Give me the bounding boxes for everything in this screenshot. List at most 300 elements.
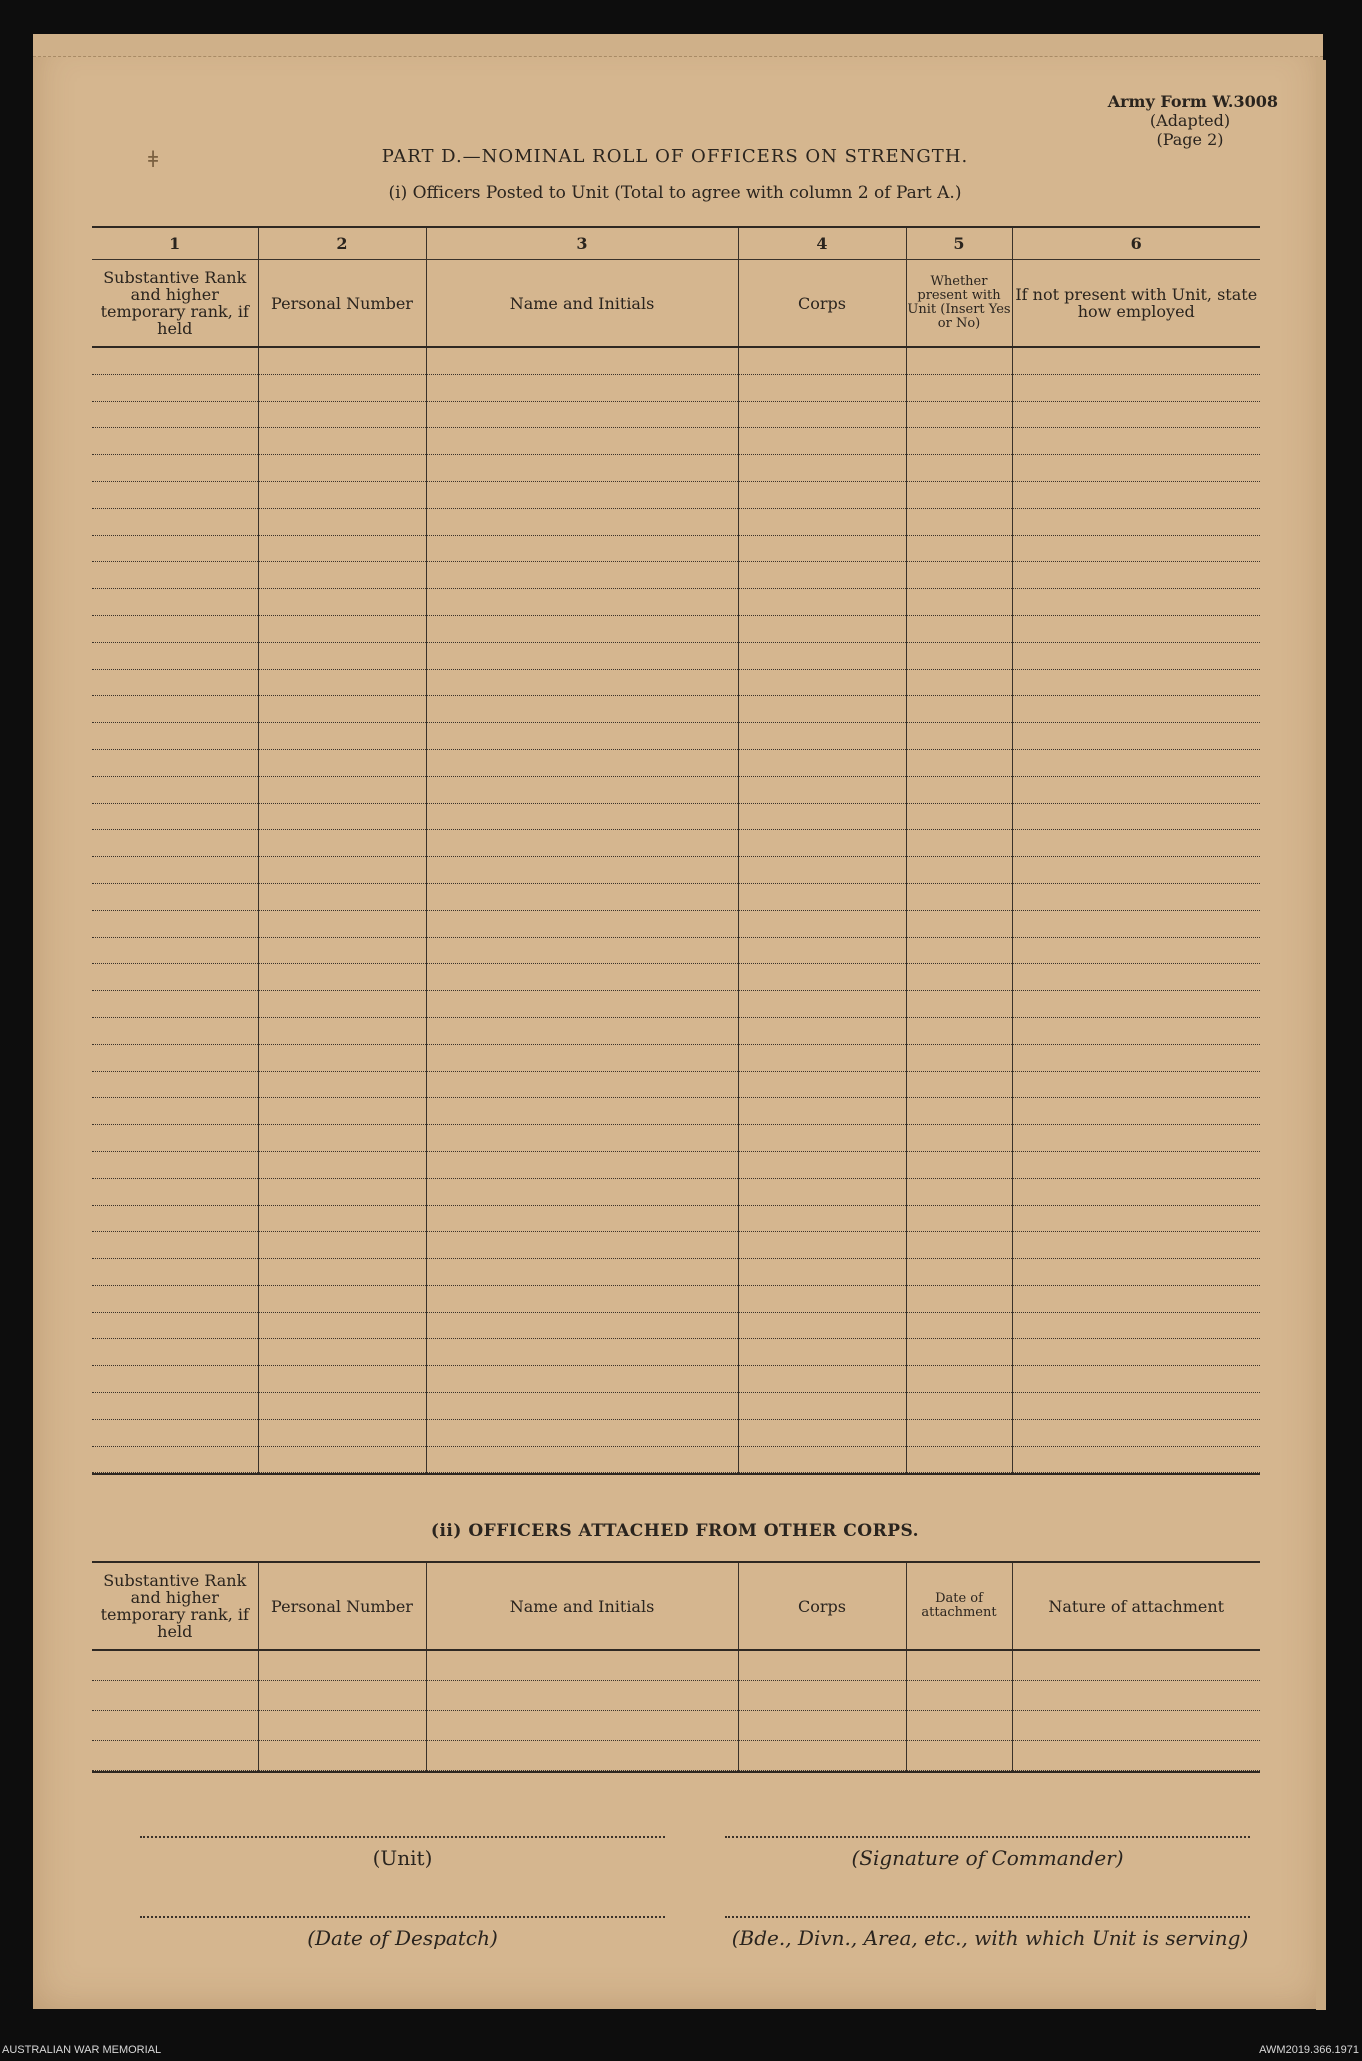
table-cell[interactable] xyxy=(426,1125,738,1152)
table-row xyxy=(92,401,1260,428)
form-number: Army Form W.3008 xyxy=(1107,92,1278,111)
table-cell[interactable] xyxy=(906,1232,1012,1259)
table-cell[interactable] xyxy=(906,1393,1012,1420)
table-cell[interactable] xyxy=(738,428,906,455)
table-cell[interactable] xyxy=(258,535,426,562)
table-cell[interactable] xyxy=(92,1285,258,1312)
table-cell[interactable] xyxy=(426,1178,738,1205)
table-cell[interactable] xyxy=(1012,1312,1260,1339)
table-cell[interactable] xyxy=(258,1205,426,1232)
table-cell[interactable] xyxy=(92,1446,258,1473)
table-cell[interactable] xyxy=(738,642,906,669)
table-row xyxy=(92,1098,1260,1125)
table-cell[interactable] xyxy=(426,374,738,401)
table-cell[interactable] xyxy=(738,562,906,589)
table-cell[interactable] xyxy=(92,1125,258,1152)
table-cell[interactable] xyxy=(92,1044,258,1071)
table-cell[interactable] xyxy=(1012,1259,1260,1286)
table-cell[interactable] xyxy=(258,1044,426,1071)
table-cell[interactable] xyxy=(906,723,1012,750)
table-cell[interactable] xyxy=(426,589,738,616)
table-cell[interactable] xyxy=(906,830,1012,857)
table-cell[interactable] xyxy=(258,1017,426,1044)
table-cell[interactable] xyxy=(426,642,738,669)
table-cell[interactable] xyxy=(1012,562,1260,589)
table-cell[interactable] xyxy=(1012,428,1260,455)
table-cell[interactable] xyxy=(258,1232,426,1259)
table-cell[interactable] xyxy=(906,1446,1012,1473)
table-cell[interactable] xyxy=(738,723,906,750)
table-cell[interactable] xyxy=(92,803,258,830)
table-cell[interactable] xyxy=(92,723,258,750)
section1-title: (i) Officers Posted to Unit (Total to agree with column 2 of Part A.) xyxy=(388,183,962,203)
table-cell[interactable] xyxy=(1012,723,1260,750)
table-cell[interactable] xyxy=(1012,1017,1260,1044)
table-cell[interactable] xyxy=(906,910,1012,937)
table-cell[interactable] xyxy=(738,1151,906,1178)
table-cell[interactable] xyxy=(906,776,1012,803)
table-cell[interactable] xyxy=(426,1711,738,1741)
table-cell[interactable] xyxy=(92,776,258,803)
table-cell[interactable] xyxy=(738,1125,906,1152)
table-cell[interactable] xyxy=(258,1393,426,1420)
date-line[interactable] xyxy=(140,1916,665,1918)
table-cell[interactable] xyxy=(426,428,738,455)
table-cell[interactable] xyxy=(738,589,906,616)
table-cell[interactable] xyxy=(92,1017,258,1044)
table-cell[interactable] xyxy=(1012,1681,1260,1711)
table-cell[interactable] xyxy=(426,1232,738,1259)
bde-line[interactable] xyxy=(725,1916,1250,1918)
table-cell[interactable] xyxy=(906,374,1012,401)
table-row xyxy=(92,455,1260,482)
table-cell[interactable] xyxy=(738,803,906,830)
table-cell[interactable] xyxy=(258,428,426,455)
header-nature-attachment: Nature of attachment xyxy=(1012,1563,1260,1650)
table-cell[interactable] xyxy=(258,562,426,589)
table-cell[interactable] xyxy=(1012,374,1260,401)
table-cell[interactable] xyxy=(92,1178,258,1205)
table-cell[interactable] xyxy=(258,1366,426,1393)
officers-posted-table xyxy=(92,226,1260,1475)
table-cell[interactable] xyxy=(426,1071,738,1098)
table-cell[interactable] xyxy=(92,883,258,910)
table-cell[interactable] xyxy=(738,347,906,374)
table-cell[interactable] xyxy=(258,749,426,776)
table-cell[interactable] xyxy=(92,1098,258,1125)
table-cell[interactable] xyxy=(906,1741,1012,1771)
table-cell[interactable] xyxy=(258,1419,426,1446)
table-row xyxy=(92,1366,1260,1393)
table-cell[interactable] xyxy=(738,1711,906,1741)
table-cell[interactable] xyxy=(738,1178,906,1205)
table-cell[interactable] xyxy=(1012,749,1260,776)
table-cell[interactable] xyxy=(426,1017,738,1044)
table-cell[interactable] xyxy=(426,615,738,642)
table-cell[interactable] xyxy=(738,1446,906,1473)
table-cell[interactable] xyxy=(426,347,738,374)
table-cell[interactable] xyxy=(1012,1339,1260,1366)
table-cell[interactable] xyxy=(906,1125,1012,1152)
table-cell[interactable] xyxy=(426,401,738,428)
table-cell[interactable] xyxy=(258,830,426,857)
table-cell[interactable] xyxy=(738,1419,906,1446)
table-cell[interactable] xyxy=(906,803,1012,830)
column-number-row xyxy=(92,228,1260,260)
table-cell[interactable] xyxy=(258,937,426,964)
table-cell[interactable] xyxy=(92,589,258,616)
table-cell[interactable] xyxy=(426,481,738,508)
table-cell[interactable] xyxy=(426,696,738,723)
table-cell[interactable] xyxy=(92,1681,258,1711)
table-cell[interactable] xyxy=(738,1393,906,1420)
table-cell[interactable] xyxy=(258,696,426,723)
table-cell[interactable] xyxy=(92,374,258,401)
table-cell[interactable] xyxy=(1012,910,1260,937)
table-cell[interactable] xyxy=(92,910,258,937)
table-cell[interactable] xyxy=(258,508,426,535)
table-cell[interactable] xyxy=(258,1071,426,1098)
table-cell[interactable] xyxy=(1012,1419,1260,1446)
table-cell[interactable] xyxy=(1012,535,1260,562)
table-cell[interactable] xyxy=(738,669,906,696)
header-name: Name and Initials xyxy=(426,260,738,348)
table-cell[interactable] xyxy=(258,857,426,884)
header-personal-number: Personal Number xyxy=(258,1563,426,1650)
table-cell[interactable] xyxy=(1012,589,1260,616)
table-cell[interactable] xyxy=(906,347,1012,374)
table-cell[interactable] xyxy=(426,535,738,562)
table-cell[interactable] xyxy=(1012,883,1260,910)
table-cell[interactable] xyxy=(1012,1285,1260,1312)
table-cell[interactable] xyxy=(1012,991,1260,1018)
table-cell[interactable] xyxy=(738,1259,906,1286)
table-cell[interactable] xyxy=(738,1366,906,1393)
table-cell[interactable] xyxy=(738,964,906,991)
table-cell[interactable] xyxy=(1012,830,1260,857)
table-cell[interactable] xyxy=(1012,1151,1260,1178)
table-cell[interactable] xyxy=(906,401,1012,428)
table-cell[interactable] xyxy=(906,964,1012,991)
table-cell[interactable] xyxy=(92,347,258,374)
table-cell[interactable] xyxy=(906,1650,1012,1681)
table-cell[interactable] xyxy=(92,455,258,482)
table-cell[interactable] xyxy=(1012,1650,1260,1681)
table-cell[interactable] xyxy=(1012,615,1260,642)
table-cell[interactable] xyxy=(1012,401,1260,428)
table-cell[interactable] xyxy=(738,1098,906,1125)
table-cell[interactable] xyxy=(906,1711,1012,1741)
table-cell[interactable] xyxy=(1012,1366,1260,1393)
signature-line[interactable] xyxy=(725,1836,1250,1838)
table-cell[interactable] xyxy=(258,1259,426,1286)
table-cell[interactable] xyxy=(906,749,1012,776)
table-cell[interactable] xyxy=(426,1446,738,1473)
table-cell[interactable] xyxy=(258,481,426,508)
table-cell[interactable] xyxy=(92,1419,258,1446)
table-cell[interactable] xyxy=(426,562,738,589)
table-cell[interactable] xyxy=(1012,803,1260,830)
table-cell[interactable] xyxy=(1012,1711,1260,1741)
table-cell[interactable] xyxy=(258,1098,426,1125)
table-cell[interactable] xyxy=(258,1312,426,1339)
table-cell[interactable] xyxy=(738,857,906,884)
table-cell[interactable] xyxy=(738,1339,906,1366)
table-cell[interactable] xyxy=(738,508,906,535)
table-cell[interactable] xyxy=(426,883,738,910)
table-cell[interactable] xyxy=(1012,1205,1260,1232)
table-cell[interactable] xyxy=(258,723,426,750)
table-cell[interactable] xyxy=(92,1711,258,1741)
table-cell[interactable] xyxy=(906,1366,1012,1393)
table-cell[interactable] xyxy=(1012,1098,1260,1125)
table-cell[interactable] xyxy=(906,937,1012,964)
table-cell[interactable] xyxy=(906,481,1012,508)
table-cell[interactable] xyxy=(426,1393,738,1420)
table-cell[interactable] xyxy=(738,1285,906,1312)
table-cell[interactable] xyxy=(1012,964,1260,991)
table-cell[interactable] xyxy=(906,1017,1012,1044)
table-cell[interactable] xyxy=(258,401,426,428)
table-cell[interactable] xyxy=(906,1098,1012,1125)
table-cell[interactable] xyxy=(426,1339,738,1366)
table-cell[interactable] xyxy=(92,1393,258,1420)
table-cell[interactable] xyxy=(258,1741,426,1771)
table-cell[interactable] xyxy=(1012,1232,1260,1259)
table-cell[interactable] xyxy=(258,1151,426,1178)
table-cell[interactable] xyxy=(258,455,426,482)
table-cell[interactable] xyxy=(1012,455,1260,482)
table-cell[interactable] xyxy=(906,455,1012,482)
table-cell[interactable] xyxy=(258,374,426,401)
table-cell[interactable] xyxy=(1012,857,1260,884)
table-cell[interactable] xyxy=(426,1044,738,1071)
table-cell[interactable] xyxy=(258,1285,426,1312)
table-cell[interactable] xyxy=(906,1259,1012,1286)
table-cell[interactable] xyxy=(906,1151,1012,1178)
table-cell[interactable] xyxy=(426,1205,738,1232)
table-cell[interactable] xyxy=(258,1650,426,1681)
table-cell[interactable] xyxy=(426,830,738,857)
table-cell[interactable] xyxy=(426,803,738,830)
table-cell[interactable] xyxy=(1012,1741,1260,1771)
table-cell[interactable] xyxy=(906,669,1012,696)
table-cell[interactable] xyxy=(426,1285,738,1312)
table-cell[interactable] xyxy=(258,669,426,696)
page-title: PART D.—NOMINAL ROLL OF OFFICERS ON STRENGTH. xyxy=(381,146,969,167)
table-cell[interactable] xyxy=(1012,1446,1260,1473)
table-cell[interactable] xyxy=(258,883,426,910)
table-cell[interactable] xyxy=(92,535,258,562)
table-cell[interactable] xyxy=(92,481,258,508)
table-cell[interactable] xyxy=(92,401,258,428)
table-cell[interactable] xyxy=(92,1259,258,1286)
table-cell[interactable] xyxy=(92,1071,258,1098)
table-cell[interactable] xyxy=(738,481,906,508)
table-cell[interactable] xyxy=(738,883,906,910)
table-cell[interactable] xyxy=(906,562,1012,589)
table-cell[interactable] xyxy=(1012,669,1260,696)
table-cell[interactable] xyxy=(906,428,1012,455)
table-row xyxy=(92,1650,1260,1681)
table-cell[interactable] xyxy=(1012,1044,1260,1071)
table-cell[interactable] xyxy=(1012,481,1260,508)
table-cell[interactable] xyxy=(426,1681,738,1711)
table-cell[interactable] xyxy=(738,1232,906,1259)
table-cell[interactable] xyxy=(92,1151,258,1178)
table-cell[interactable] xyxy=(92,830,258,857)
table-cell[interactable] xyxy=(92,428,258,455)
table-cell[interactable] xyxy=(426,1259,738,1286)
table-cell[interactable] xyxy=(906,615,1012,642)
table-cell[interactable] xyxy=(1012,1125,1260,1152)
table-cell[interactable] xyxy=(92,669,258,696)
table-cell[interactable] xyxy=(1012,1393,1260,1420)
table-cell[interactable] xyxy=(738,991,906,1018)
table-cell[interactable] xyxy=(738,937,906,964)
header-how-employed: If not present with Unit, state how employed xyxy=(1012,260,1260,348)
table-cell[interactable] xyxy=(426,1650,738,1681)
table-cell[interactable] xyxy=(426,910,738,937)
table-cell[interactable] xyxy=(906,508,1012,535)
table-cell[interactable] xyxy=(92,1366,258,1393)
table-cell[interactable] xyxy=(1012,642,1260,669)
table-cell[interactable] xyxy=(738,455,906,482)
table-cell[interactable] xyxy=(906,1071,1012,1098)
staple-mark-icon: ǂ xyxy=(148,148,159,173)
table-cell[interactable] xyxy=(258,964,426,991)
table-cell[interactable] xyxy=(426,1366,738,1393)
table-cell[interactable] xyxy=(92,749,258,776)
table-cell[interactable] xyxy=(1012,776,1260,803)
table-cell[interactable] xyxy=(906,1178,1012,1205)
table-cell[interactable] xyxy=(1012,508,1260,535)
table-cell[interactable] xyxy=(92,562,258,589)
table-cell[interactable] xyxy=(738,1017,906,1044)
table-cell[interactable] xyxy=(426,1741,738,1771)
table-cell[interactable] xyxy=(906,696,1012,723)
table-cell[interactable] xyxy=(906,642,1012,669)
table-cell[interactable] xyxy=(258,615,426,642)
table-cell[interactable] xyxy=(738,1650,906,1681)
table-cell[interactable] xyxy=(906,1339,1012,1366)
table-cell[interactable] xyxy=(92,937,258,964)
table-cell[interactable] xyxy=(738,749,906,776)
table-cell[interactable] xyxy=(258,347,426,374)
table-cell[interactable] xyxy=(738,1741,906,1771)
table-cell[interactable] xyxy=(738,1044,906,1071)
table-cell[interactable] xyxy=(1012,347,1260,374)
table-cell[interactable] xyxy=(258,1125,426,1152)
table-cell[interactable] xyxy=(738,401,906,428)
table-cell[interactable] xyxy=(92,1205,258,1232)
table-row xyxy=(92,964,1260,991)
table-cell[interactable] xyxy=(92,642,258,669)
table-cell[interactable] xyxy=(426,857,738,884)
table-cell[interactable] xyxy=(426,964,738,991)
table-cell[interactable] xyxy=(92,1312,258,1339)
table-cell[interactable] xyxy=(906,883,1012,910)
table-cell[interactable] xyxy=(426,1151,738,1178)
table-cell[interactable] xyxy=(258,1339,426,1366)
table-cell[interactable] xyxy=(906,1681,1012,1711)
table-cell[interactable] xyxy=(426,455,738,482)
table-cell[interactable] xyxy=(258,1681,426,1711)
table-cell[interactable] xyxy=(258,642,426,669)
table-cell[interactable] xyxy=(258,589,426,616)
table-cell[interactable] xyxy=(906,535,1012,562)
table-cell[interactable] xyxy=(92,857,258,884)
table-cell[interactable] xyxy=(92,991,258,1018)
unit-line[interactable] xyxy=(140,1836,665,1838)
table-cell[interactable] xyxy=(258,803,426,830)
table-cell[interactable] xyxy=(426,937,738,964)
table-cell[interactable] xyxy=(738,1071,906,1098)
table-cell[interactable] xyxy=(426,749,738,776)
table-cell[interactable] xyxy=(426,723,738,750)
table-cell[interactable] xyxy=(906,1044,1012,1071)
table-row xyxy=(92,830,1260,857)
table-cell[interactable] xyxy=(92,508,258,535)
table-cell[interactable] xyxy=(738,696,906,723)
table-cell[interactable] xyxy=(1012,696,1260,723)
table-cell[interactable] xyxy=(92,1232,258,1259)
table-cell[interactable] xyxy=(92,1741,258,1771)
table-cell[interactable] xyxy=(426,1312,738,1339)
table-cell[interactable] xyxy=(738,1681,906,1711)
col-number: 6 xyxy=(1012,228,1260,260)
table-cell[interactable] xyxy=(738,910,906,937)
table-cell[interactable] xyxy=(426,776,738,803)
table-cell[interactable] xyxy=(906,589,1012,616)
table-cell[interactable] xyxy=(738,830,906,857)
table-cell[interactable] xyxy=(906,1285,1012,1312)
table-cell[interactable] xyxy=(738,615,906,642)
table-cell[interactable] xyxy=(426,1419,738,1446)
table-cell[interactable] xyxy=(258,1446,426,1473)
table-cell[interactable] xyxy=(738,1312,906,1339)
table-cell[interactable] xyxy=(258,1711,426,1741)
table-cell[interactable] xyxy=(426,669,738,696)
table-cell[interactable] xyxy=(258,910,426,937)
table-cell[interactable] xyxy=(906,1312,1012,1339)
table-cell[interactable] xyxy=(426,1098,738,1125)
table-cell[interactable] xyxy=(426,508,738,535)
table-cell[interactable] xyxy=(906,1419,1012,1446)
header-corps: Corps xyxy=(738,260,906,348)
table-cell[interactable] xyxy=(906,1205,1012,1232)
table-cell[interactable] xyxy=(1012,1178,1260,1205)
table-cell[interactable] xyxy=(92,1650,258,1681)
table-row xyxy=(92,535,1260,562)
table-cell[interactable] xyxy=(92,696,258,723)
table-cell[interactable] xyxy=(258,776,426,803)
table-cell[interactable] xyxy=(92,964,258,991)
table-cell[interactable] xyxy=(426,991,738,1018)
table-cell[interactable] xyxy=(738,776,906,803)
table-cell[interactable] xyxy=(738,374,906,401)
table-cell[interactable] xyxy=(92,1339,258,1366)
table-cell[interactable] xyxy=(258,1178,426,1205)
table-cell[interactable] xyxy=(258,991,426,1018)
table-cell[interactable] xyxy=(1012,937,1260,964)
table-cell[interactable] xyxy=(92,615,258,642)
table-cell[interactable] xyxy=(738,535,906,562)
table-cell[interactable] xyxy=(1012,1071,1260,1098)
table-cell[interactable] xyxy=(738,1205,906,1232)
table-cell[interactable] xyxy=(906,857,1012,884)
table-cell[interactable] xyxy=(906,991,1012,1018)
